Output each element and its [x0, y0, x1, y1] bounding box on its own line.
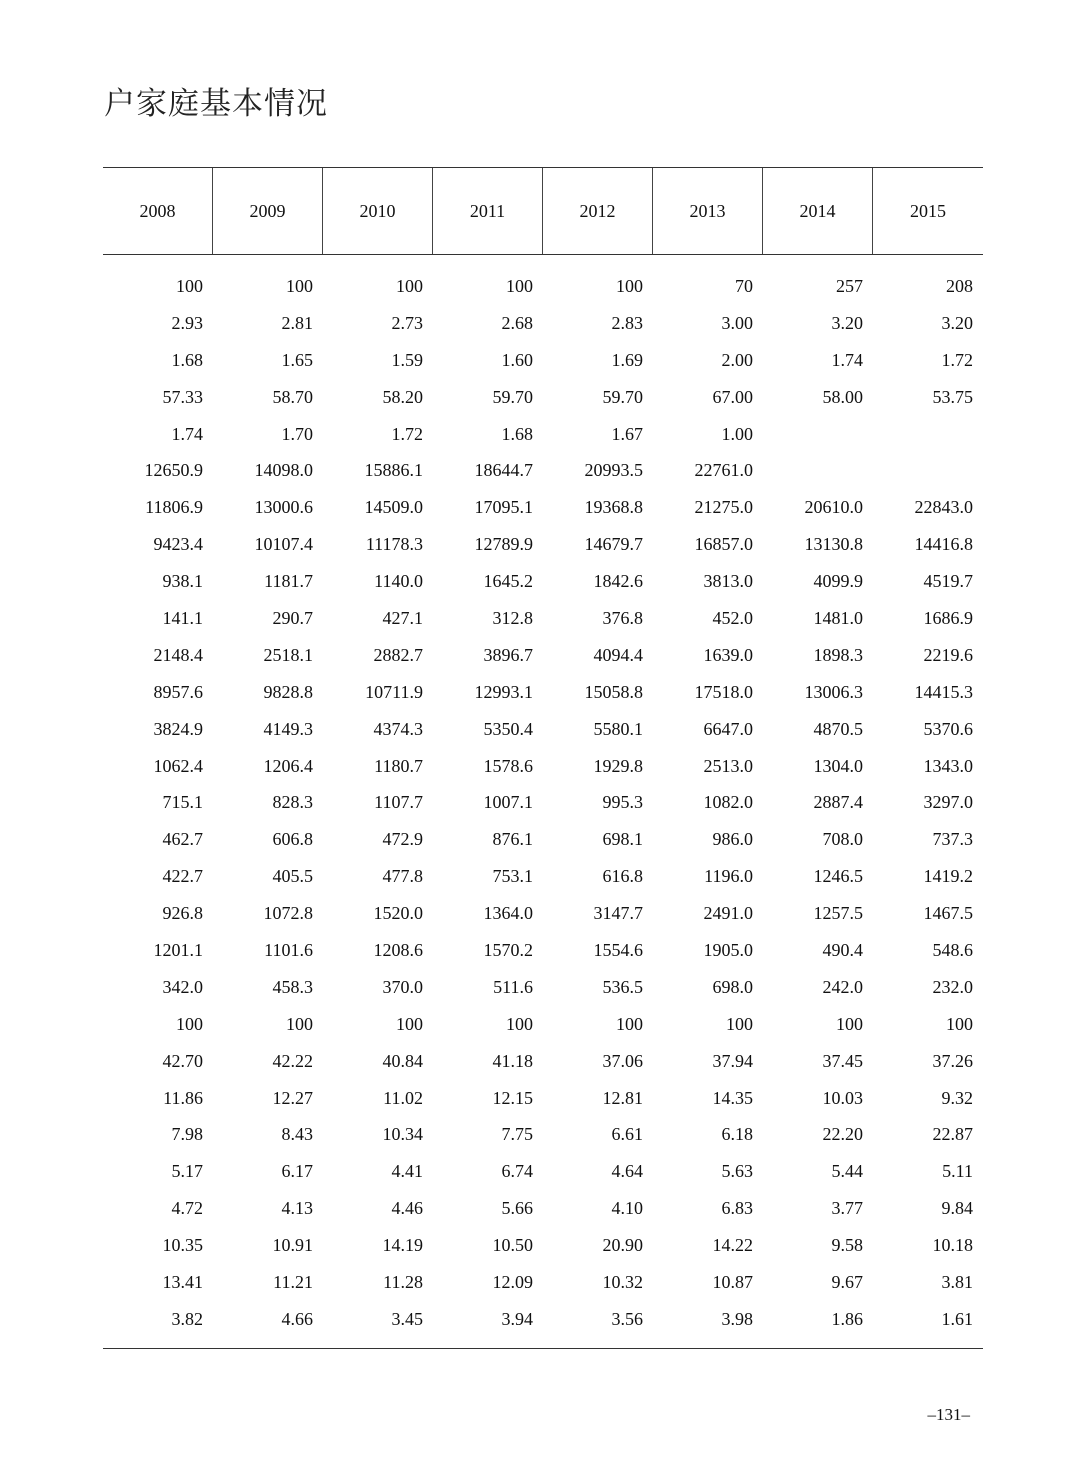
table-cell: 1.61	[941, 1308, 973, 1329]
table-cell: 511.6	[493, 976, 533, 997]
table-cell: 12650.9	[144, 460, 203, 481]
table-cell: 6.17	[281, 1161, 313, 1182]
table-cell: 3.20	[941, 312, 973, 333]
table-cell: 1.60	[501, 349, 533, 370]
table-cell: 13130.8	[804, 534, 863, 555]
table-cell: 10.91	[272, 1235, 313, 1256]
table-cell: 58.70	[272, 386, 313, 407]
table-cell: 257	[836, 275, 863, 296]
table-cell: 1.59	[391, 349, 423, 370]
table-header-rule	[103, 254, 983, 255]
table-cell: 5370.6	[923, 718, 973, 739]
table-cell: 1645.2	[483, 571, 533, 592]
table-cell: 926.8	[162, 903, 203, 924]
table-cell: 14416.8	[914, 534, 973, 555]
table-cell: 20610.0	[804, 497, 863, 518]
table-cell: 12.27	[272, 1087, 313, 1108]
table-cell: 1304.0	[813, 755, 863, 776]
table-cell: 12.15	[492, 1087, 533, 1108]
table-cell: 3.94	[501, 1308, 533, 1329]
table-cell: 37.26	[932, 1050, 973, 1071]
table-cell: 5.17	[171, 1161, 203, 1182]
table-cell: 11178.3	[365, 534, 423, 555]
table-cell: 7.75	[501, 1124, 533, 1145]
table-cell: 6647.0	[703, 718, 753, 739]
table-cell: 100	[176, 1013, 203, 1034]
table-cell: 10.87	[712, 1271, 753, 1292]
table-cell: 5.11	[942, 1161, 973, 1182]
table-cell: 1072.8	[263, 903, 313, 924]
table-cell: 9423.4	[153, 534, 203, 555]
column-header-2008: 2008	[103, 168, 213, 254]
table-cell: 4.46	[391, 1198, 423, 1219]
table-cell: 715.1	[162, 792, 203, 813]
table-cell: 828.3	[272, 792, 313, 813]
table-cell: 100	[726, 1013, 753, 1034]
table-cell: 4.13	[281, 1198, 313, 1219]
table-cell: 11.02	[383, 1087, 423, 1108]
table-row	[103, 1153, 983, 1190]
table-cell: 1082.0	[703, 792, 753, 813]
table-cell: 4870.5	[813, 718, 863, 739]
table-cell: 208	[946, 275, 973, 296]
table-cell: 70	[735, 275, 753, 296]
table-cell: 1007.1	[483, 792, 533, 813]
table-cell: 1.67	[611, 423, 643, 444]
table-row	[103, 452, 983, 489]
table-cell: 21275.0	[694, 497, 753, 518]
table-cell: 1196.0	[704, 866, 753, 887]
table-cell: 18644.7	[474, 460, 533, 481]
table-cell: 14509.0	[364, 497, 423, 518]
table-cell: 3824.9	[153, 718, 203, 739]
table-cell: 12.81	[602, 1087, 643, 1108]
table-cell: 11.21	[273, 1271, 313, 1292]
table-cell: 3.77	[831, 1198, 863, 1219]
table-cell: 2219.6	[923, 644, 973, 665]
table-cell: 422.7	[162, 866, 203, 887]
page-title: 户家庭基本情况	[104, 86, 328, 122]
table-cell: 8.43	[281, 1124, 313, 1145]
table-cell: 376.8	[602, 607, 643, 628]
table-cell: 22761.0	[694, 460, 753, 481]
table-bottom-rule	[103, 1348, 983, 1349]
table-cell: 10.50	[492, 1235, 533, 1256]
table-cell: 1929.8	[593, 755, 643, 776]
table-cell: 37.94	[712, 1050, 753, 1071]
table-cell: 15886.1	[364, 460, 423, 481]
table-row	[103, 489, 983, 526]
table-cell: 452.0	[712, 607, 753, 628]
table-cell: 698.0	[712, 976, 753, 997]
table-cell: 490.4	[822, 939, 863, 960]
table-row	[103, 1006, 983, 1043]
table-cell: 4.41	[391, 1161, 423, 1182]
table-cell: 100	[286, 275, 313, 296]
table-cell: 2518.1	[263, 644, 313, 665]
table-cell: 1201.1	[153, 939, 203, 960]
table-row	[103, 784, 983, 821]
table-row	[103, 748, 983, 785]
table-cell: 1.65	[281, 349, 313, 370]
table-cell: 141.1	[162, 607, 203, 628]
table-cell: 53.75	[932, 386, 973, 407]
table-cell: 100	[946, 1013, 973, 1034]
table-header	[103, 168, 983, 254]
column-header-2013: 2013	[653, 168, 763, 254]
table-cell: 100	[396, 275, 423, 296]
table-cell: 1107.7	[374, 792, 423, 813]
table-cell: 1206.4	[263, 755, 313, 776]
table-cell: 9.32	[941, 1087, 973, 1108]
table-cell: 100	[176, 275, 203, 296]
table-cell: 58.00	[822, 386, 863, 407]
page-number: –131–	[927, 1405, 970, 1424]
table-cell: 3.20	[831, 312, 863, 333]
table-cell: 17518.0	[694, 681, 753, 702]
table-cell: 14.35	[712, 1087, 753, 1108]
table-row	[103, 600, 983, 637]
table-cell: 41.18	[492, 1050, 533, 1071]
table-cell: 2491.0	[703, 903, 753, 924]
table-cell: 536.5	[602, 976, 643, 997]
table-cell: 20993.5	[584, 460, 643, 481]
table-cell: 312.8	[492, 607, 533, 628]
table-cell: 1257.5	[813, 903, 863, 924]
table-cell: 11.28	[383, 1271, 423, 1292]
table-cell: 2.68	[501, 312, 533, 333]
table-cell: 1.00	[721, 423, 753, 444]
table-cell: 58.20	[382, 386, 423, 407]
table-cell: 37.06	[602, 1050, 643, 1071]
table-row	[103, 305, 983, 342]
table-cell: 100	[286, 1013, 313, 1034]
column-header-2014: 2014	[763, 168, 873, 254]
table-cell: 10711.9	[365, 681, 423, 702]
table-cell: 2.00	[721, 349, 753, 370]
table-cell: 100	[836, 1013, 863, 1034]
table-cell: 3.82	[171, 1308, 203, 1329]
table-cell: 8957.6	[153, 681, 203, 702]
table-cell: 10.18	[932, 1235, 973, 1256]
table-cell: 7.98	[171, 1124, 203, 1145]
table-cell: 9828.8	[263, 681, 313, 702]
table-cell: 5350.4	[483, 718, 533, 739]
table-cell: 242.0	[822, 976, 863, 997]
table-cell: 1.86	[831, 1308, 863, 1329]
table-cell: 100	[616, 275, 643, 296]
table-cell: 1.70	[281, 423, 313, 444]
table-cell: 40.84	[382, 1050, 423, 1071]
table-row	[103, 895, 983, 932]
table-cell: 6.61	[611, 1124, 643, 1145]
table-cell: 1140.0	[374, 571, 423, 592]
table-cell: 4.10	[611, 1198, 643, 1219]
table-cell: 14.22	[712, 1235, 753, 1256]
table-cell: 5.44	[831, 1161, 863, 1182]
table-cell: 57.33	[162, 386, 203, 407]
table-cell: 20.90	[602, 1235, 643, 1256]
table-row	[103, 526, 983, 563]
table-cell: 3.45	[391, 1308, 423, 1329]
table-cell: 1905.0	[703, 939, 753, 960]
table-cell: 2.73	[391, 312, 423, 333]
table-cell: 737.3	[932, 829, 973, 850]
table-cell: 1570.2	[483, 939, 533, 960]
table-cell: 9.58	[831, 1235, 863, 1256]
table-cell: 22.87	[932, 1124, 973, 1145]
table-cell: 1578.6	[483, 755, 533, 776]
table-cell: 3.81	[941, 1271, 973, 1292]
table-cell: 458.3	[272, 976, 313, 997]
table-cell: 548.6	[932, 939, 973, 960]
table-cell: 753.1	[492, 866, 533, 887]
table-cell: 1686.9	[923, 607, 973, 628]
table-cell: 4099.9	[813, 571, 863, 592]
table-row	[103, 1227, 983, 1264]
table-cell: 13.41	[162, 1271, 203, 1292]
table-cell: 472.9	[382, 829, 423, 850]
table-cell: 4519.7	[923, 571, 973, 592]
table-cell: 10.32	[602, 1271, 643, 1292]
table-cell: 2.93	[171, 312, 203, 333]
table-row	[103, 1043, 983, 1080]
table-cell: 11806.9	[145, 497, 203, 518]
table-cell: 1181.7	[264, 571, 313, 592]
table-cell: 42.22	[272, 1050, 313, 1071]
table-cell: 995.3	[602, 792, 643, 813]
table-cell: 405.5	[272, 866, 313, 887]
column-header-2009: 2009	[213, 168, 323, 254]
table-cell: 4.72	[171, 1198, 203, 1219]
table-cell: 13000.6	[254, 497, 313, 518]
table-cell: 4094.4	[593, 644, 643, 665]
column-header-2012: 2012	[543, 168, 653, 254]
table-cell: 3.00	[721, 312, 753, 333]
table-cell: 1898.3	[813, 644, 863, 665]
table-cell: 2513.0	[703, 755, 753, 776]
table-cell: 59.70	[602, 386, 643, 407]
table-cell: 1246.5	[813, 866, 863, 887]
table-row	[103, 858, 983, 895]
table-cell: 606.8	[272, 829, 313, 850]
table-cell: 1481.0	[813, 607, 863, 628]
table-cell: 2148.4	[153, 644, 203, 665]
table-row	[103, 1301, 983, 1338]
table-cell: 1208.6	[373, 939, 423, 960]
table-cell: 1062.4	[153, 755, 203, 776]
table-row	[103, 563, 983, 600]
table-cell: 1554.6	[593, 939, 643, 960]
table-cell: 3813.0	[703, 571, 753, 592]
table-cell: 42.70	[162, 1050, 203, 1071]
table-cell: 5.66	[501, 1198, 533, 1219]
table-cell: 4.64	[611, 1161, 643, 1182]
table-cell: 100	[396, 1013, 423, 1034]
table-row	[103, 1190, 983, 1227]
table-cell: 9.84	[941, 1198, 973, 1219]
table-row	[103, 379, 983, 416]
table-row	[103, 1264, 983, 1301]
table-cell: 2.83	[611, 312, 643, 333]
table-cell: 2.81	[281, 312, 313, 333]
table-cell: 232.0	[932, 976, 973, 997]
table-cell: 100	[506, 1013, 533, 1034]
table-cell: 14.19	[382, 1235, 423, 1256]
table-cell: 938.1	[162, 571, 203, 592]
table-cell: 14098.0	[254, 460, 313, 481]
table-cell: 6.18	[721, 1124, 753, 1145]
table-cell: 9.67	[831, 1271, 863, 1292]
table-cell: 19368.8	[584, 497, 643, 518]
table-cell: 6.74	[501, 1161, 533, 1182]
table-cell: 1419.2	[923, 866, 973, 887]
table-row	[103, 969, 983, 1006]
table-cell: 1101.6	[264, 939, 313, 960]
table-cell: 1.74	[171, 423, 203, 444]
table-cell: 4374.3	[373, 718, 423, 739]
table-cell: 477.8	[382, 866, 423, 887]
table-cell: 17095.1	[474, 497, 533, 518]
table-cell: 67.00	[712, 386, 753, 407]
table-cell: 876.1	[492, 829, 533, 850]
table-cell: 3.56	[611, 1308, 643, 1329]
table-cell: 1639.0	[703, 644, 753, 665]
table-cell: 3896.7	[483, 644, 533, 665]
column-header-2011: 2011	[433, 168, 543, 254]
table-cell: 100	[506, 275, 533, 296]
table-cell: 4149.3	[263, 718, 313, 739]
table-cell: 1.69	[611, 349, 643, 370]
table-row	[103, 711, 983, 748]
table-row	[103, 1080, 983, 1117]
table-row	[103, 342, 983, 379]
table-cell: 708.0	[822, 829, 863, 850]
table-cell: 1842.6	[593, 571, 643, 592]
table-cell: 12.09	[492, 1271, 533, 1292]
table-cell: 616.8	[602, 866, 643, 887]
table-cell: 16857.0	[694, 534, 753, 555]
table-cell: 59.70	[492, 386, 533, 407]
table-cell: 1.72	[941, 349, 973, 370]
table-cell: 427.1	[382, 607, 423, 628]
table-cell: 1.74	[831, 349, 863, 370]
table-cell: 14415.3	[914, 681, 973, 702]
table-cell: 13006.3	[804, 681, 863, 702]
column-header-2010: 2010	[323, 168, 433, 254]
table-row	[103, 821, 983, 858]
table-cell: 986.0	[712, 829, 753, 850]
table-cell: 22843.0	[914, 497, 973, 518]
table-cell: 3297.0	[923, 792, 973, 813]
table-row	[103, 268, 983, 305]
table-cell: 5.63	[721, 1161, 753, 1182]
table-cell: 1180.7	[374, 755, 423, 776]
table-cell: 370.0	[382, 976, 423, 997]
table-cell: 1364.0	[483, 903, 533, 924]
table-cell: 1.68	[171, 349, 203, 370]
table-row	[103, 674, 983, 711]
table-cell: 1467.5	[923, 903, 973, 924]
table-cell: 2882.7	[373, 644, 423, 665]
table-cell: 1.68	[501, 423, 533, 444]
table-cell: 6.83	[721, 1198, 753, 1219]
column-header-2015: 2015	[910, 200, 946, 221]
table-cell: 15058.8	[584, 681, 643, 702]
table-cell: 1343.0	[923, 755, 973, 776]
table-cell: 14679.7	[584, 534, 643, 555]
table-cell: 698.1	[602, 829, 643, 850]
table-cell: 342.0	[162, 976, 203, 997]
table-cell: 3.98	[721, 1308, 753, 1329]
table-body	[103, 268, 983, 1338]
table-cell: 12789.9	[474, 534, 533, 555]
table-cell: 100	[616, 1013, 643, 1034]
table-row	[103, 1116, 983, 1153]
table-row	[103, 637, 983, 674]
table-cell: 1.72	[391, 423, 423, 444]
table-cell: 5580.1	[593, 718, 643, 739]
table-cell: 462.7	[162, 829, 203, 850]
table-row	[103, 416, 983, 453]
table-row	[103, 932, 983, 969]
table-cell: 290.7	[272, 607, 313, 628]
table-cell: 10.03	[822, 1087, 863, 1108]
table-cell: 37.45	[822, 1050, 863, 1071]
table-cell: 10107.4	[254, 534, 313, 555]
table-cell: 12993.1	[474, 681, 533, 702]
table-cell: 11.86	[163, 1087, 203, 1108]
table-cell: 1520.0	[373, 903, 423, 924]
table-cell: 3147.7	[593, 903, 643, 924]
table-cell: 4.66	[281, 1308, 313, 1329]
table-cell: 10.35	[162, 1235, 203, 1256]
table-cell: 2887.4	[813, 792, 863, 813]
table-cell: 10.34	[382, 1124, 423, 1145]
table-cell: 22.20	[822, 1124, 863, 1145]
